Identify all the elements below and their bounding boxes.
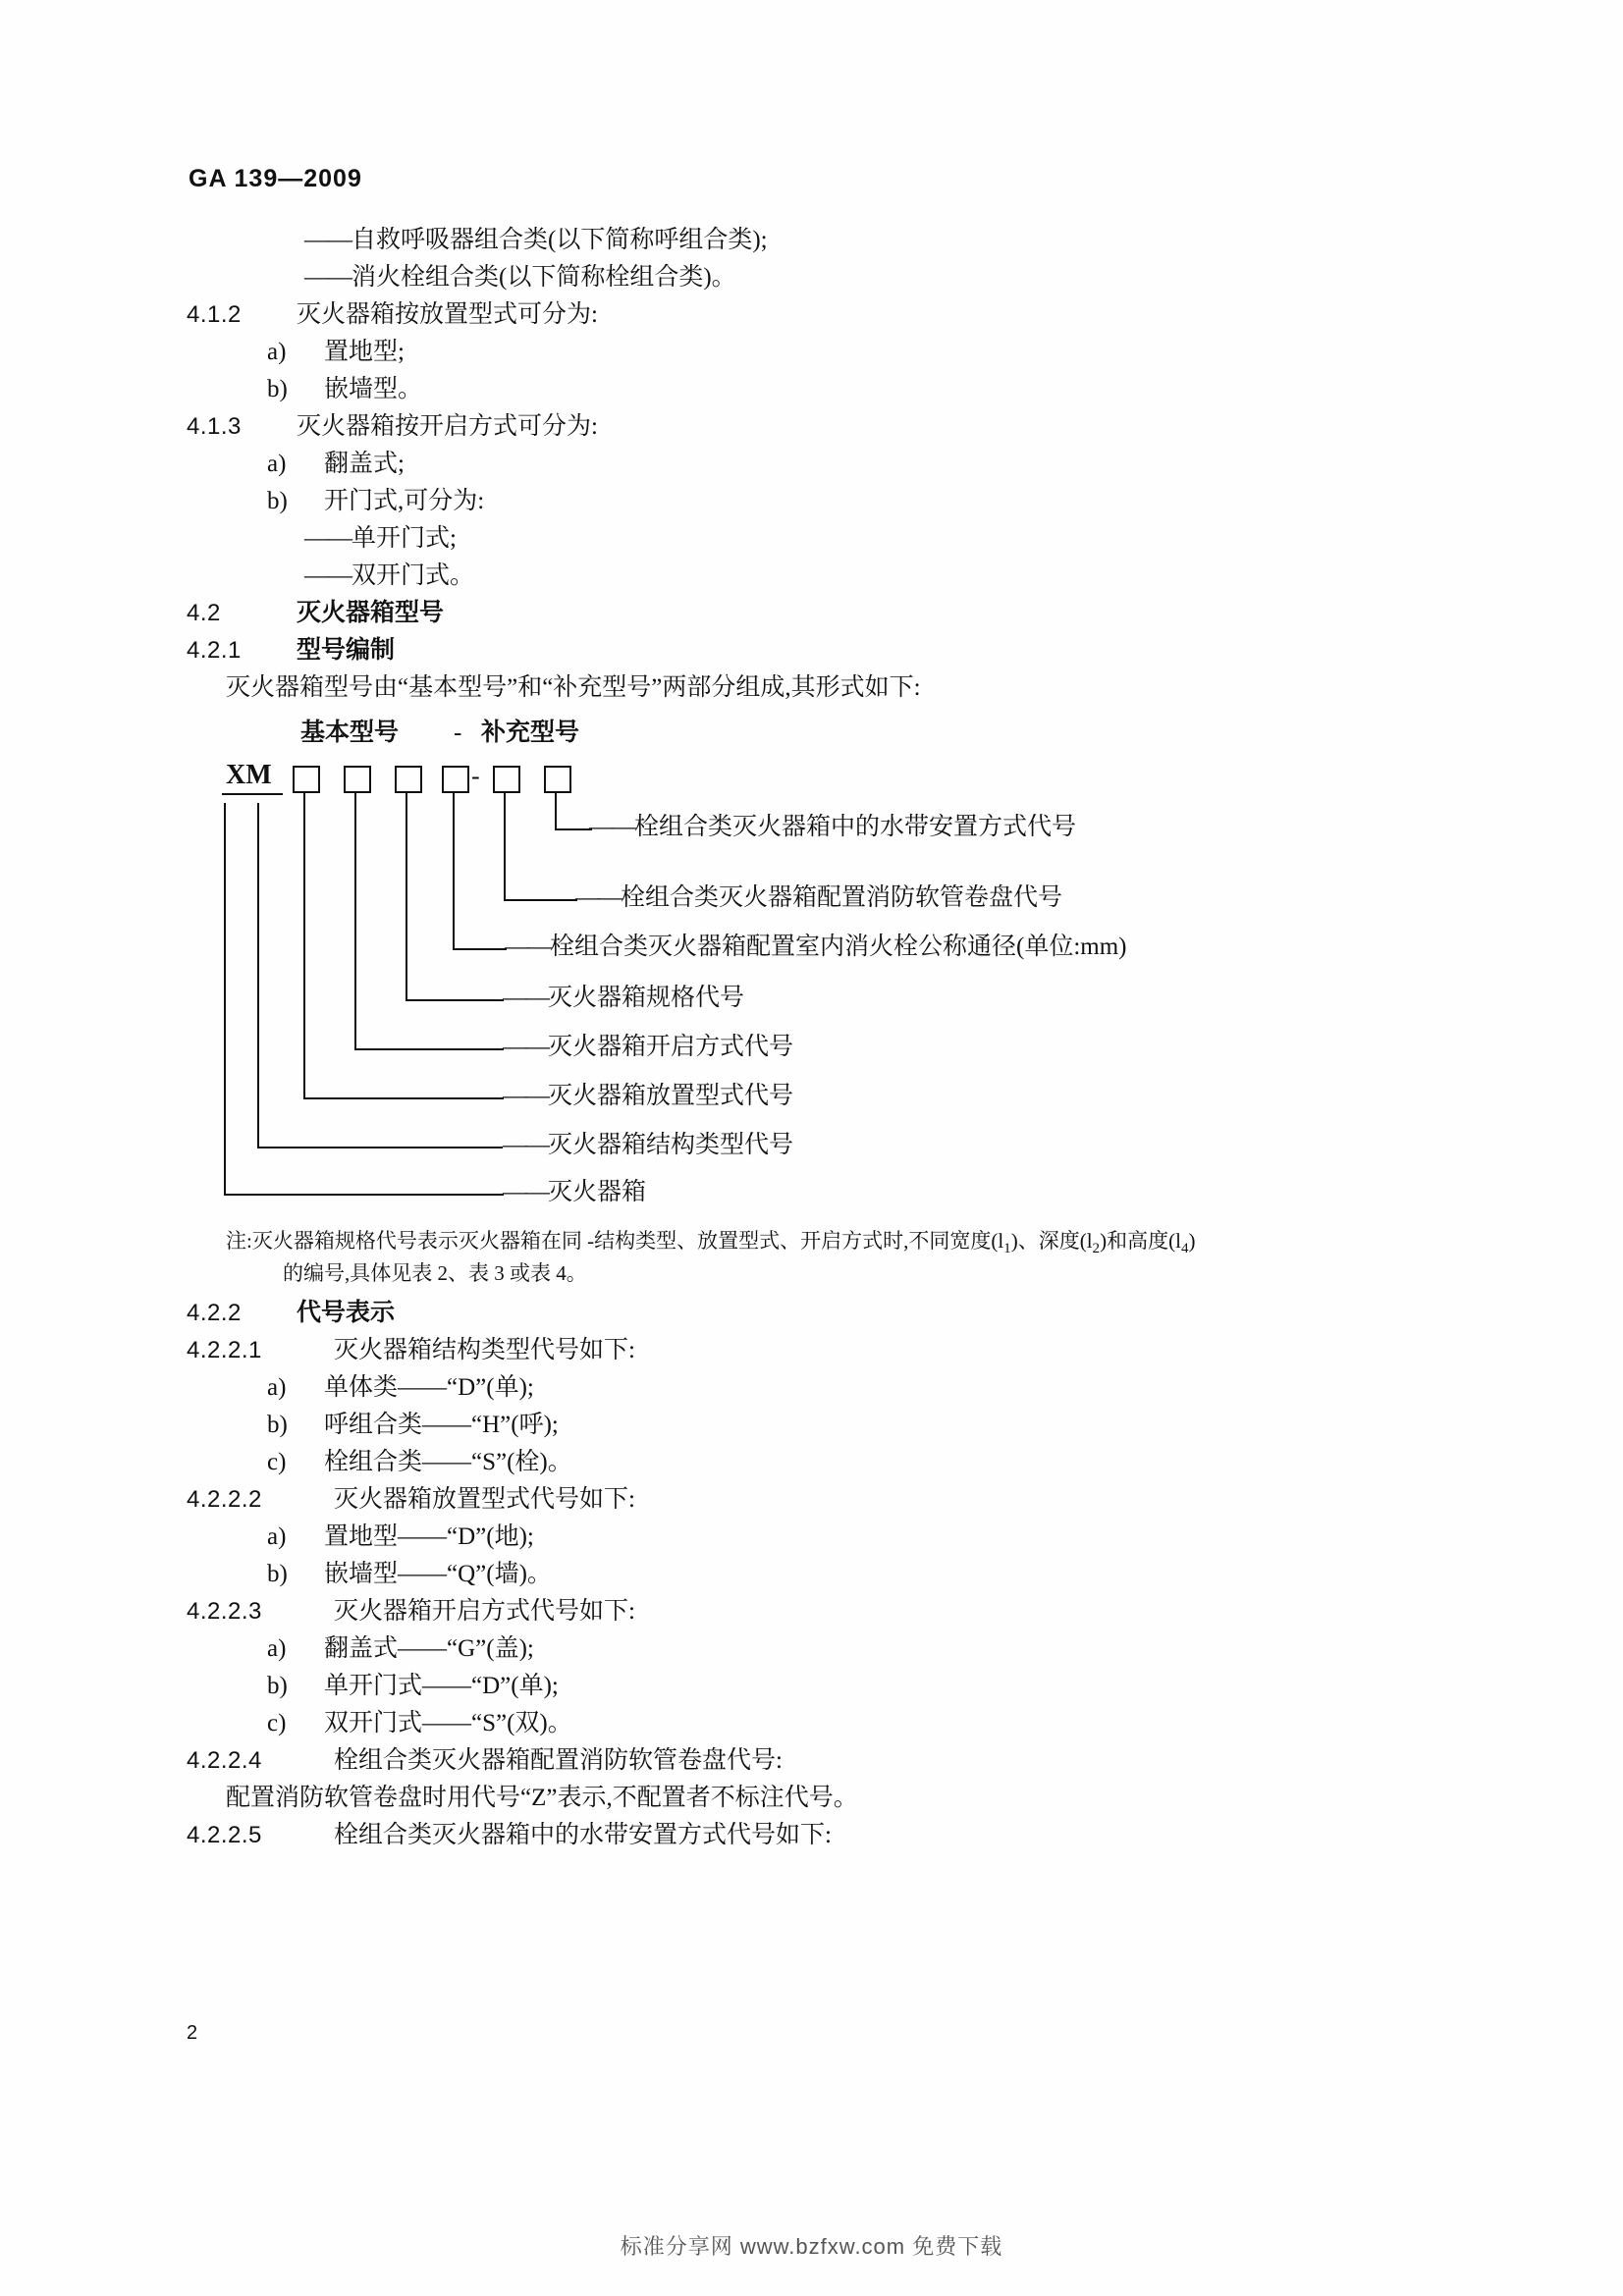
list-item-label: a) [267,1522,287,1550]
clause-number: 4.2.2.4 [187,1746,262,1774]
callout-text-5: 灭火器箱开启方式代号 [548,1034,794,1060]
clause-4-2-2-4-paragraph: 配置消防软管卷盘时用代号“Z”表示,不配置者不标注代号。 [226,1784,858,1811]
clause-4-1-3 [187,414,1453,439]
leader-line-2-vertical [504,791,506,899]
clause-title: 灭火器箱型号 [297,600,445,626]
clause-number: 4.2.2 [187,1299,242,1326]
list-item-text: 开门式,可分为: [324,488,485,514]
list-item [267,452,1453,476]
callout-text-8: 灭火器箱 [548,1179,647,1205]
clause-4-2-2-5 [187,1823,1453,1847]
callout-dash-4 [503,985,548,1011]
clause-4-2-2-3 [187,1599,1453,1624]
clause-number: 4.2.1 [187,637,242,664]
leader-line-3-horizontal [453,948,507,950]
clause-text: 栓组合类灭火器箱中的水带安置方式代号如下: [334,1821,832,1848]
clause-number: 4.2.2.5 [187,1821,262,1848]
dash-marker [304,265,352,290]
clause-number: 4.2 [187,600,221,626]
list-item [267,1674,1453,1698]
clause-4-2-2-1 [187,1338,1453,1362]
note-sub-2: 2 [1092,1241,1101,1257]
list-item-label: a) [267,1373,287,1401]
leader-line-3-vertical [453,791,455,948]
page-number: 2 [187,2022,198,2044]
list-item-label: a) [267,1634,287,1662]
callout-dash-3 [505,934,550,960]
list-item-text: 消火栓组合类(以下简称栓组合类)。 [352,264,736,291]
callout-text-6: 灭火器箱放置型式代号 [548,1083,794,1109]
clause-text: 灭火器箱按放置型式可分为: [297,301,598,328]
callout-text-7: 灭火器箱结构类型代号 [548,1132,794,1158]
note-text-c: )和高度(l [1100,1229,1181,1253]
note-text-a: 注:灭火器箱规格代号表示灭火器箱在同 -结构类型、放置型式、开启方式时,不同宽度(l [226,1229,1004,1253]
callout-text-1: 栓组合类灭火器箱中的水带安置方式代号 [634,814,1077,840]
dash-marker [304,526,352,551]
list-item [267,1636,1453,1661]
diagram-box-4 [442,766,469,793]
clause-4-2-2-4 [187,1748,1453,1773]
clause-4-2-1 [187,638,1453,663]
list-item-text: 自救呼吸器组合类(以下简称呼组合类); [352,227,768,253]
list-item-label: c) [267,1709,287,1736]
list-item-text: 单开门式——“D”(单); [324,1672,559,1699]
note-line-2: 的编号,具体见表 2、表 3 或表 4。 [283,1260,587,1285]
clause-text: 灭火器箱按开启方式可分为: [297,413,598,440]
list-item-text: 双开门式。 [352,562,475,589]
leader-line-6-vertical [303,791,305,1097]
leader-line-4-vertical [406,791,407,999]
leader-line-1-vertical [555,791,557,828]
list-item [304,265,1453,290]
clause-number: 4.2.2.1 [187,1336,262,1363]
list-item [267,1413,1453,1437]
list-item-label: b) [267,1560,288,1587]
clause-4-2-2 [187,1301,1453,1325]
callout-dash-8 [503,1179,548,1205]
clause-number: 4.1.3 [187,413,242,440]
document-body [187,228,1453,1860]
leader-line-4-horizontal [406,999,504,1001]
diagram-callout-3 [505,934,1127,959]
leader-line-5-vertical [354,791,356,1048]
diagram-callout-6 [503,1084,793,1108]
diagram-box-1 [293,766,320,793]
leader-line-7-horizontal [257,1147,503,1148]
clause-4-2-1-paragraph: 灭火器箱型号由“基本型号”和“补充型号”两部分组成,其形式如下: [226,674,921,701]
list-item [304,228,1453,252]
clause-text: 灭火器箱结构类型代号如下: [334,1336,635,1363]
clause-4-2 [187,601,1453,625]
diagram-prefix-xm: XM [226,760,272,790]
diagram-box-6 [544,766,571,793]
clause-title: 代号表示 [297,1299,396,1326]
list-item [267,489,1453,513]
diagram-label-basic-real: 基本型号 [300,720,400,746]
footer-watermark: 标准分享网 www.bzfxw.com 免费下载 [620,2234,1003,2259]
diagram-dash-separator: - [471,762,480,790]
model-code-diagram [187,713,1453,1223]
list-item [267,1375,1453,1400]
list-item-text: 翻盖式——“G”(盖); [324,1634,534,1662]
page-header-standard-code: GA 139—2009 [189,165,362,192]
list-item-label: a) [267,339,287,365]
note-sub-3: 4 [1180,1241,1189,1257]
list-item-text: 置地型——“D”(地); [324,1522,534,1550]
leader-line-1-horizontal [555,828,592,830]
note-sub-1: 1 [1003,1241,1011,1257]
diagram-hyphen: - [454,720,462,746]
clause-4-1-2 [187,302,1453,327]
dash-marker [304,563,352,588]
list-item-label: b) [267,1411,288,1438]
list-item-label: b) [267,488,288,514]
callout-text-4: 灭火器箱规格代号 [548,985,745,1011]
callout-dash-7 [503,1132,548,1158]
clause-text: 灭火器箱开启方式代号如下: [334,1597,635,1625]
callout-dash-1 [589,814,634,840]
clause-number: 4.2.2.3 [187,1597,262,1625]
note-text-b: )、深度(l [1010,1229,1093,1253]
callout-text-3: 栓组合类灭火器箱配置室内消火栓公称通径(单位:mm) [550,934,1127,960]
diagram-callout-5 [503,1035,793,1059]
leader-line-7-vertical [257,803,259,1147]
clause-text: 栓组合类灭火器箱配置消防软管卷盘代号: [334,1746,783,1774]
clause-number: 4.1.2 [187,301,242,328]
list-item [267,1562,1453,1586]
list-item [304,526,1453,551]
note-line-1 [226,1229,1196,1257]
list-item [267,377,1453,401]
diagram-callout-8 [503,1180,646,1204]
diagram-callout-1 [589,815,1076,839]
leader-line-8-vertical [224,803,226,1194]
diagram-callout-7 [503,1133,793,1157]
callout-text-2: 栓组合类灭火器箱配置消防软管卷盘代号 [621,884,1063,911]
callout-dash-5 [503,1034,548,1060]
diagram-note [226,1227,1453,1287]
clause-title: 型号编制 [297,637,396,664]
list-item-text: 呼组合类——“H”(呼); [324,1411,559,1438]
list-item-text: 双开门式——“S”(双)。 [324,1709,572,1736]
list-item-label: a) [267,451,287,477]
list-item-label: b) [267,376,288,402]
diagram-callout-4 [503,986,744,1010]
list-item [267,1450,1453,1474]
list-item-text: 单体类——“D”(单); [324,1373,534,1401]
leader-line-5-horizontal [354,1048,504,1050]
clause-text: 灭火器箱放置型式代号如下: [334,1485,635,1513]
list-item [267,1524,1453,1549]
list-item [304,563,1453,588]
list-item-label: c) [267,1448,287,1475]
list-item-label: b) [267,1672,288,1699]
diagram-prefix-underline [222,793,283,795]
note-text-d: ) [1188,1229,1196,1253]
diagram-label-supplement: 补充型号 [481,720,580,746]
callout-dash-6 [503,1083,548,1109]
diagram-box-5 [493,766,520,793]
list-item [267,340,1453,364]
dash-marker [304,228,352,252]
leader-line-8-horizontal [224,1194,504,1196]
leader-line-6-horizontal [303,1097,504,1099]
diagram-box-2 [344,766,371,793]
leader-line-2-horizontal [504,899,577,901]
list-item-text: 嵌墙型——“Q”(墙)。 [324,1560,552,1587]
list-item-text: 单开门式; [352,525,457,552]
diagram-box-3 [395,766,422,793]
list-item-text: 栓组合类——“S”(栓)。 [324,1448,572,1475]
clause-4-2-2-2 [187,1487,1453,1512]
callout-dash-2 [575,884,621,911]
diagram-callout-2 [575,885,1062,910]
list-item-text: 嵌墙型。 [324,376,423,402]
clause-number: 4.2.2.2 [187,1485,262,1513]
list-item-text: 翻盖式; [324,451,405,477]
list-item-text: 置地型; [324,339,405,365]
list-item [267,1711,1453,1735]
